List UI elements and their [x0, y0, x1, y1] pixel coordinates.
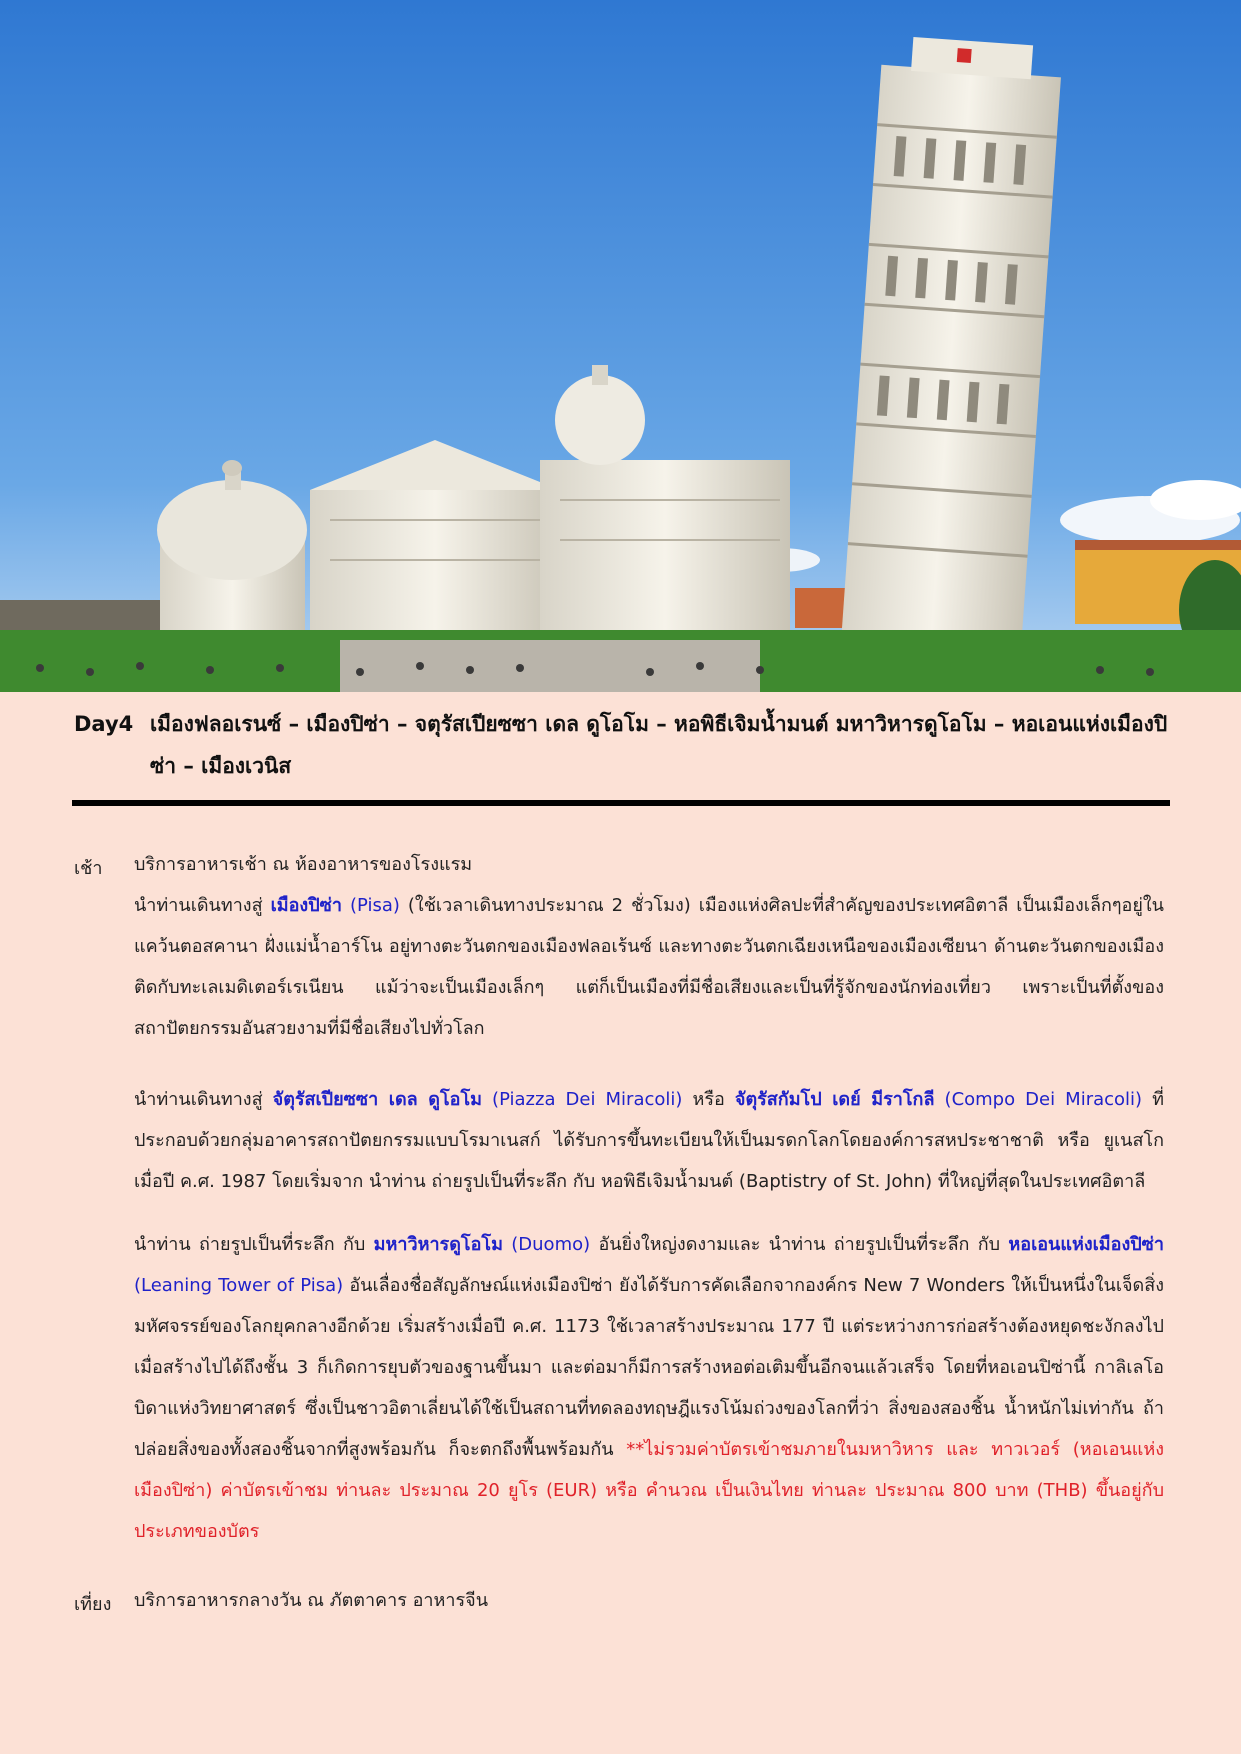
piazza-text: [134, 1079, 1164, 1202]
day-title: เมืองฟลอเรนซ์ – เมืองปิซ่า – จตุรัสเปียซซา เดล ดูโอโม – หอพิธีเจิมน้ำมนต์ มหาวิหารดูโอโม – หอเอนแห่งเมืองปิซ่า – เมืองเวนิส: [150, 712, 1168, 778]
duomo-paragraph: [134, 1224, 1164, 1552]
morning-label: เช้า: [74, 858, 103, 879]
pisa-paragraph: [134, 885, 1164, 1049]
tower-name-en: (Leaning Tower of Pisa): [134, 1275, 344, 1296]
piazza-name: จัตุรัสเปียซซา เดล ดูโอโม: [272, 1089, 482, 1110]
duomo-text-g: อันเลื่องชื่อสัญลักษณ์แห่งเมืองปิซ่า ยังได้รับการคัดเลือกจากองค์กร New 7 Wonders ให้เป็นหนึ่งในเจ็ดสิ่งมหัศจรรย์ของโลกยุคกลางอีกด้วย เริ่มสร้างเมื่อปี ค.ศ. 1173 ใช้เวลาสร้างประมาณ 177 ปี แต่ระหว่างการก่อสร้างต้องหยุดชะงักลงไปเมื่อสร้างไปได้ถึงชั้น 3 ก็เกิดการยุบตัวของฐานขึ้นมา และต่อมาก็มีการสร้างหอต่อเติมขึ้นอีกจนแล้วเสร็จ โดยที่หอเอนปิซ่านี้ กาลิเลโอ บิดาแห่งวิทยาศาสตร์ ซึ่งเป็นชาวอิตาเลี่ยนได้ใช้เป็นสถานที่ทดลองทฤษฎีแรงโน้มถ่วงของโลกที่ว่า สิ่งของสองชิ้น น้ำหนักไม่เท่ากัน ถ้าปล่อยสิ่งของทั้งสองชิ้นจากที่สูงพร้อมกัน ก็จะตกถึงพื้นพร้อมกัน: [134, 1275, 1164, 1460]
campo-name: จัตุรัสกัมโป เดย์ มีราโกลี: [734, 1089, 935, 1110]
pisa-text-a: นำท่านเดินทางสู่: [134, 895, 271, 916]
pisa-name-en: (Pisa): [341, 895, 400, 916]
lunch-text: [134, 1580, 1164, 1621]
lunch-line: บริการอาหารกลางวัน ณ ภัตตาคาร อาหารจีน: [134, 1590, 489, 1611]
duomo-name: มหาวิหารดูโอโม: [373, 1234, 503, 1255]
breakfast-line: บริการอาหารเช้า ณ ห้องอาหารของโรงแรม: [134, 854, 473, 875]
pisa-name: เมืองปิซ่า: [270, 895, 342, 916]
campo-name-en: (Compo Dei Miracoli): [934, 1089, 1143, 1110]
lunch-label: เที่ยง: [74, 1594, 112, 1615]
pisa-text: [134, 885, 1164, 1049]
tower-name: หอเอนแห่งเมืองปิซ่า: [1008, 1234, 1164, 1255]
piazza-name-en: (Piazza Dei Miracoli): [481, 1089, 683, 1110]
ticket-warning: **ไม่รวมค่าบัตรเข้าชมภายในมหาวิหาร และ ทาวเวอร์ (หอเอนแห่งเมืองปิซ่า) ค่าบัตรเข้าชม ท่านละ ประมาณ 20 ยูโร (EUR) หรือ คำนวณ เป็นเงินไทย ท่านละ ประมาณ 800 บาท (THB) ขึ้นอยู่กับประเภทของบัตร: [134, 1439, 1165, 1542]
piazza-paragraph: [134, 1079, 1164, 1202]
duomo-text-d: อันยิ่งใหญ่งดงามและ นำท่าน ถ่ายรูปเป็นที่ระลึก กับ: [590, 1234, 1009, 1255]
piazza-text-g: ที่ประกอบด้วยกลุ่มอาคารสถาปัตยกรรมแบบโรมาเนสก์ ได้รับการขึ้นทะเบียนให้เป็นมรดกโลกโดยองค์การสหประชาชาติ หรือ ยูเนสโก เมื่อปี ค.ศ. 1987 โดยเริ่มจาก นำท่าน ถ่ายรูปเป็นที่ระลึก กับ หอพิธีเจิมน้ำมนต์ (Baptistry of St. John) ที่ใหญ่ที่สุดในประเทศอิตาลี: [134, 1089, 1164, 1192]
header-divider: [72, 800, 1170, 806]
piazza-text-d: หรือ: [682, 1089, 735, 1110]
leaning-tower-of-pisa-photo: [0, 0, 1241, 692]
piazza-text-a: นำท่านเดินทางสู่: [134, 1089, 273, 1110]
pisa-text-d: (ใช้เวลาเดินทางประมาณ 2 ชั่วโมง) เมืองแห่งศิลปะที่สำคัญของประเทศอิตาลี เป็นเมืองเล็กๆอยู่ในแคว้นตอสคานา ฝั่งแม่น้ำอาร์โน อยู่ทางตะวันตกของเมืองฟลอเร้นซ์ และทางตะวันตกเฉียงเหนือของเมืองเซียนา ด้านตะวันตกของเมืองติดกับทะเลเมดิเตอร์เรเนียน แม้ว่าจะเป็นเมืองเล็กๆ แต่ก็เป็นเมืองที่มีชื่อเสียงและเป็นที่รู้จักของนักท่องเที่ยว เพราะเป็นที่ตั้งของสถาปัตยกรรมอันสวยงามที่มีชื่อเสียงไปทั่วโลก: [134, 895, 1164, 1039]
hero-photo: [0, 0, 1241, 692]
day-label: Day4: [74, 712, 134, 736]
breakfast-text: [134, 844, 1164, 885]
duomo-text: [134, 1224, 1164, 1552]
duomo-name-en: (Duomo): [502, 1234, 591, 1255]
duomo-text-a: นำท่าน ถ่ายรูปเป็นที่ระลึก กับ: [134, 1234, 374, 1255]
